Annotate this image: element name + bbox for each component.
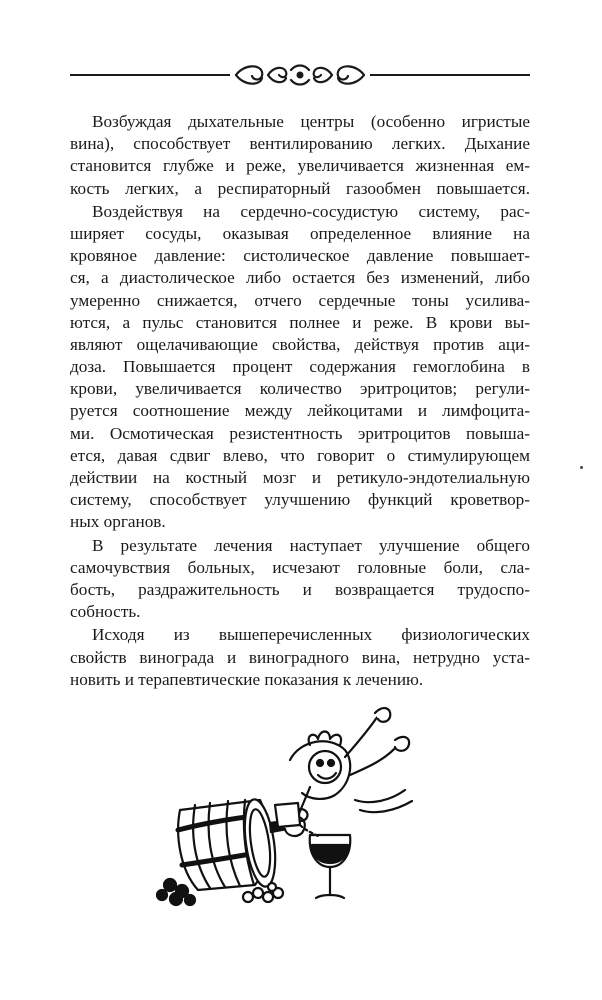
text-line: становится глубже и реже, увеличивается жизненная ем-	[70, 156, 530, 176]
paragraph-respiration	[70, 111, 530, 200]
paragraph-cardiovascular	[70, 201, 530, 534]
text-line: собность.	[70, 602, 141, 622]
paragraph-conclusion	[70, 624, 530, 691]
text-line: свойств винограда и виноградного вина, нетрудно уста-	[70, 647, 530, 667]
text-line: новить и терапевтические показания к лечению.	[70, 669, 424, 689]
text-line: Воздействуя на сердечно-сосудистую систему, рас-	[92, 201, 530, 221]
text-line: руется соотношение между лейкоцитами и лимфоцита-	[70, 401, 530, 421]
wine-barrel-cartoon-icon	[150, 705, 450, 910]
paragraph-results	[70, 535, 530, 624]
text-line: Возбуждая дыхательные центры (особенно игристые	[92, 112, 530, 131]
text-line: ся, а диастолическое либо остается без изменений, либо	[70, 268, 530, 288]
text-line: вина), способствует вентилированию легких. Дыхание	[70, 134, 530, 154]
text-line: ширяет сосуды, оказывая определенное влияние на	[70, 223, 530, 243]
wine-illustration	[150, 705, 450, 910]
header-ornament	[70, 58, 530, 90]
text-line: крови, увеличивается количество эритроцитов; регули-	[70, 379, 530, 399]
scroll-ornament-icon	[70, 58, 530, 90]
text-line: Исходя из вышеперечисленных физиологических	[92, 625, 530, 645]
text-line: ми. Осмотическая резистентность эритроцитов повыша-	[70, 423, 530, 443]
text-line: самочувствия больных, исчезают головные боли, сла-	[70, 557, 530, 577]
text-line: доза. Повышается процент содержания гемоглобина в	[70, 357, 530, 377]
text-line: бость, раздражительность и возвращается трудоспо-	[70, 579, 530, 599]
text-line: систему, способствует улучшению функций кроветвор-	[70, 490, 530, 510]
text-line: умеренно снижается, отчего сердечные тоны усилива-	[70, 290, 530, 310]
text-line: кровяное давление: систолическое давление повышает-	[70, 246, 530, 266]
text-line: ются, а пульс становится полнее и реже. В крови вы-	[70, 312, 530, 332]
text-line: действии на костный мозг и ретикуло-эндотелиальную	[70, 468, 530, 487]
text-line: ных органов.	[70, 512, 166, 532]
text-line: являют ощелачивающие свойства, действуя против аци-	[70, 334, 530, 354]
text-line: В результате лечения наступает улучшение общего	[92, 535, 530, 555]
scan-speck	[580, 466, 583, 469]
text-line: ется, давая сдвиг влево, что говорит о стимулирующем	[70, 445, 530, 465]
text-line: кость легких, а респираторный газообмен повышается.	[70, 178, 530, 198]
body-text	[70, 111, 530, 692]
